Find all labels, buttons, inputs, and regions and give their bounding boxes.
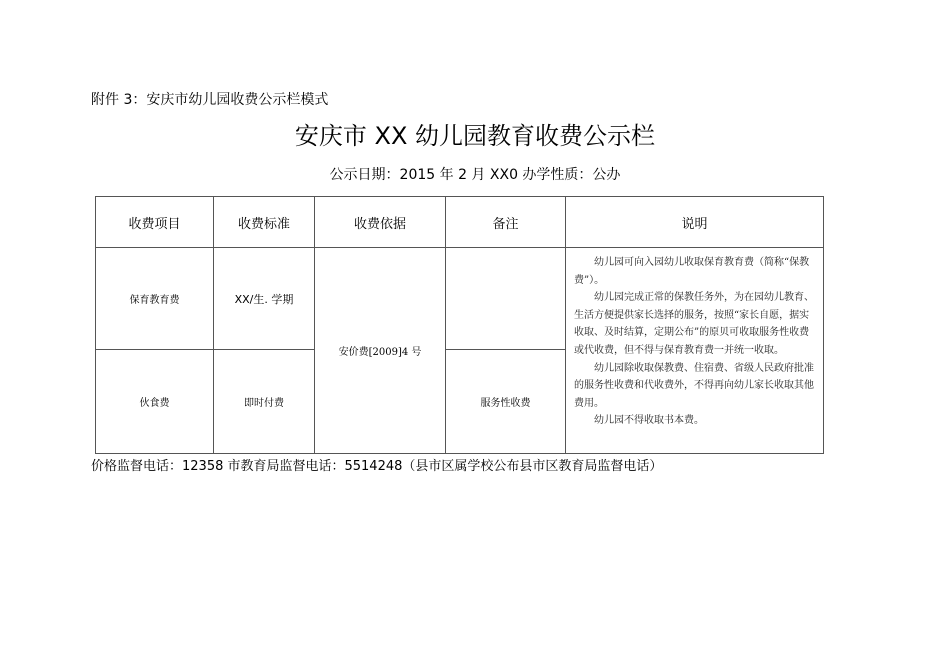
explanation-paragraph: 幼儿园完成正常的保教任务外，为在园幼儿教育、生活方便提供家长选择的服务，按照“家长自愿，据实收取、及时结算，定期公布”的原贝可收取服务性收费或代收费，但不得与保育教育费一并统一收取。	[574, 292, 814, 356]
column-header-fee-basis: 收费依据	[315, 197, 446, 248]
explanation-cell	[566, 248, 824, 454]
attachment-label: 附件 3：安庆市幼儿园收费公示栏模式	[91, 92, 329, 108]
fee-item-cell: 伙食费	[96, 350, 214, 454]
explanation-paragraph: 幼儿园可向入园幼儿收取保育教育费（简称“保教费”）。	[574, 257, 810, 286]
announcement-date-line: 公示日期：2015 年 2 月 XX0 办学性质：公办	[329, 167, 621, 183]
page-title: 安庆市 XX 幼儿园教育收费公示栏	[294, 122, 656, 150]
explanation-paragraph: 幼儿园除收取保教费、住宿费、省级人民政府批准的服务性收费和代收费外，不得再向幼儿家长收取其他费用。	[574, 362, 814, 409]
table-row	[96, 248, 824, 350]
fee-basis-cell: 安价费[2009]4 号	[315, 248, 446, 454]
column-header-fee-standard: 收费标准	[214, 197, 315, 248]
table-header-row	[96, 197, 824, 248]
fee-table	[95, 196, 824, 454]
fee-standard-cell: XX/生. 学期	[214, 248, 315, 350]
fee-standard-cell: 即时付费	[214, 350, 315, 454]
remark-cell	[446, 248, 566, 350]
column-header-fee-item: 收费项目	[96, 197, 214, 248]
column-header-explanation: 说明	[566, 197, 824, 248]
explanation-paragraph: 幼儿园不得收取书本费。	[594, 415, 704, 427]
column-header-remark: 备注	[446, 197, 566, 248]
supervision-phone-line: 价格监督电话：12358 市教育局监督电话：5514248（县市区属学校公布县市区教育局监督电话）	[91, 459, 663, 474]
fee-item-cell: 保育教育费	[96, 248, 214, 350]
remark-cell: 服务性收费	[446, 350, 566, 454]
